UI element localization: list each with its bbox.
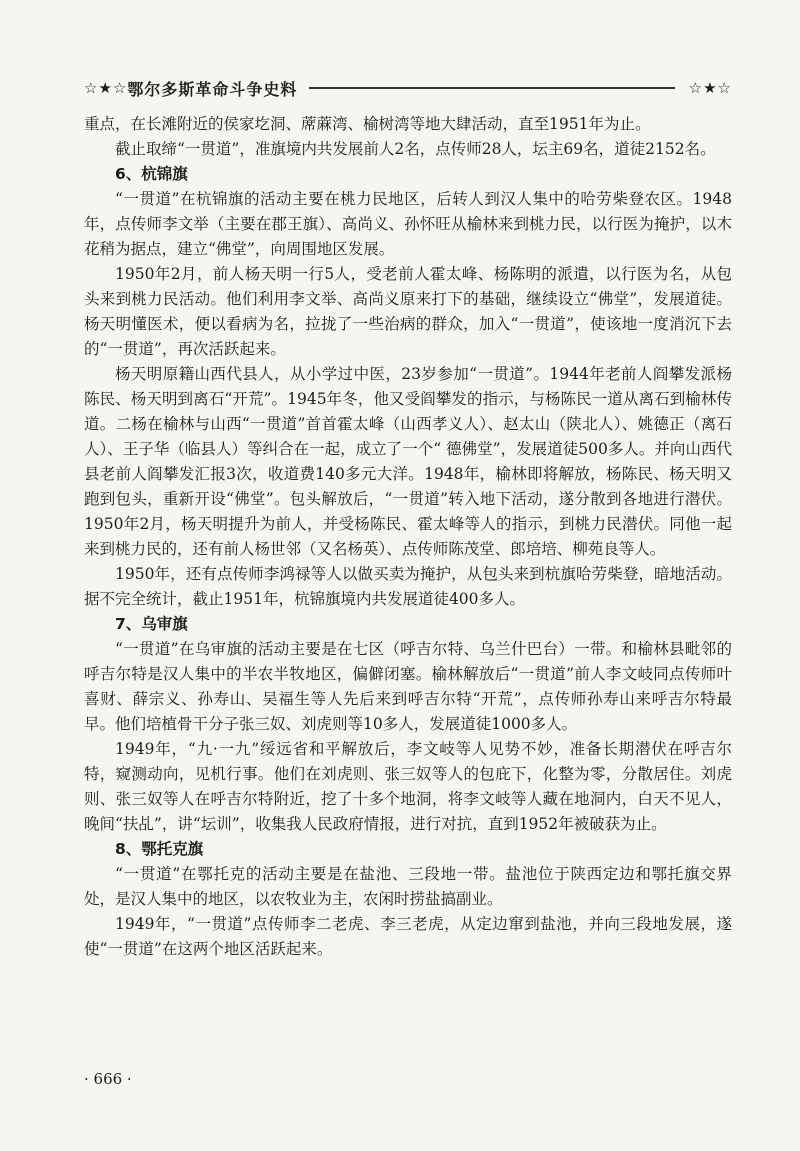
- paragraph: 1949年，“一贯道”点传师李二老虎、李三老虎，从定边窜到盐池，并向三段地发展，遂使“一贯道”在这两个地区活跃起来。: [84, 915, 732, 958]
- section-heading: 6、杭锦旗: [115, 165, 188, 183]
- header-left-stars: ☆★☆: [84, 79, 128, 97]
- section-heading: 8、鄂托克旗: [115, 840, 204, 858]
- paragraph: “一贯道”在乌审旗的活动主要是在七区（呼吉尔特、乌兰什巴台）一带。和榆林县毗邻的呼吉尔特是汉人集中的半农半牧地区，偏僻闭塞。榆林解放后“一贯道”前人李文岐同点传师叶喜财、薛宗义、孙寿山、吴福生等人先后来到呼吉尔特“开荒”，点传师孙寿山来呼吉尔特最早。他们培植骨干分子张三奴、刘虎则等10多人，发展道徒1000多人。: [84, 640, 732, 733]
- paragraph: “一贯道”在杭锦旗的活动主要在桃力民地区，后转人到汉人集中的哈劳柴登农区。1948年，点传师李文举（主要在郡王旗）、高尚义、孙怀旺从榆林来到桃力民，以行医为掩护，以木花稍为据点，建立“佛堂”，向周围地区发展。: [84, 190, 732, 258]
- paragraph: “一贯道”在鄂托克的活动主要是在盐池、三段地一带。盐池位于陕西定边和鄂托旗交界处，是汉人集中的地区，以农牧业为主，农闲时捞盐搞副业。: [84, 865, 732, 908]
- paragraph: 截止取缔“一贯道”，准旗境内共发展前人2名，点传师28人，坛主69名，道徒2152名。: [115, 140, 716, 158]
- page-number: · 666 ·: [84, 1070, 132, 1088]
- paragraph: 1950年，还有点传师李鸿禄等人以做买卖为掩护，从包头来到杭旗哈劳柴登，暗地活动。据不完全统计，截止1951年，杭锦旗境内共发展道徒400多人。: [84, 565, 732, 608]
- running-header: [84, 76, 732, 100]
- paragraph: 杨天明原籍山西代县人，从小学过中医，23岁参加“一贯道”。1944年老前人阎攀发派杨陈民、杨天明到离石“开荒”。1945年冬，他又受阎攀发的指示，与杨陈民一道从离石到榆林传道。二杨在榆林与山西“一贯道”首首霍太峰（山西孝义人）、赵太山（陕北人）、姚德正（离石人）、王子华（临县人）等纠合在一起，成立了一个“ 德佛堂”，发展道徒500多人。并向山西代县老前人阎攀发汇报3次，收道费140多元大洋。1948年，榆林即将解放，杨陈民、杨天明又跑到包头，重新开设“佛堂”。包头解放后，“一贯道”转入地下活动，遂分散到各地进行潜伏。1950年2月，杨天明提升为前人，并受杨陈民、霍太峰等人的指示，到桃力民潜伏。同他一起来到桃力民的，还有前人杨世邻（又名杨英）、点传师陈茂堂、郎培培、柳苑良等人。: [84, 365, 732, 558]
- running-title: 鄂尔多斯革命斗争史料: [127, 79, 298, 99]
- paragraph: 1949年，“九·一九”绥远省和平解放后，李文岐等人见势不妙，准备长期潜伏在呼吉尔特，窥测动向，见机行事。他们在刘虎则、张三奴等人的包庇下，化整为零，分散居住。刘虎则、张三奴等人在呼吉尔特附近，挖了十多个地洞，将李文岐等人藏在地洞内，白天不见人，晚间“扶乩”，讲“坛训”，收集我人民政府情报，进行对抗，直到1952年被破获为止。: [84, 740, 732, 833]
- section-heading: 7、乌审旗: [115, 615, 188, 633]
- body-text: [84, 112, 732, 962]
- header-right-stars: ☆★☆: [688, 79, 732, 97]
- paragraph: 重点，在长滩附近的侯家圪洞、蓆蔴湾、榆树湾等地大肆活动，直至1951年为止。: [84, 115, 651, 133]
- paragraph: 1950年2月，前人杨天明一行5人，受老前人霍太峰、杨陈明的派遣，以行医为名，从包头来到桃力民活动。他们利用李文举、高尚义原来打下的基础，继续设立“佛堂”，发展道徒。杨天明懂医术，便以看病为名，拉拢了一些治病的群众，加入“一贯道”，使该地一度消沉下去的“一贯道”，再次活跃起来。: [84, 265, 732, 358]
- header-rule: [309, 87, 674, 89]
